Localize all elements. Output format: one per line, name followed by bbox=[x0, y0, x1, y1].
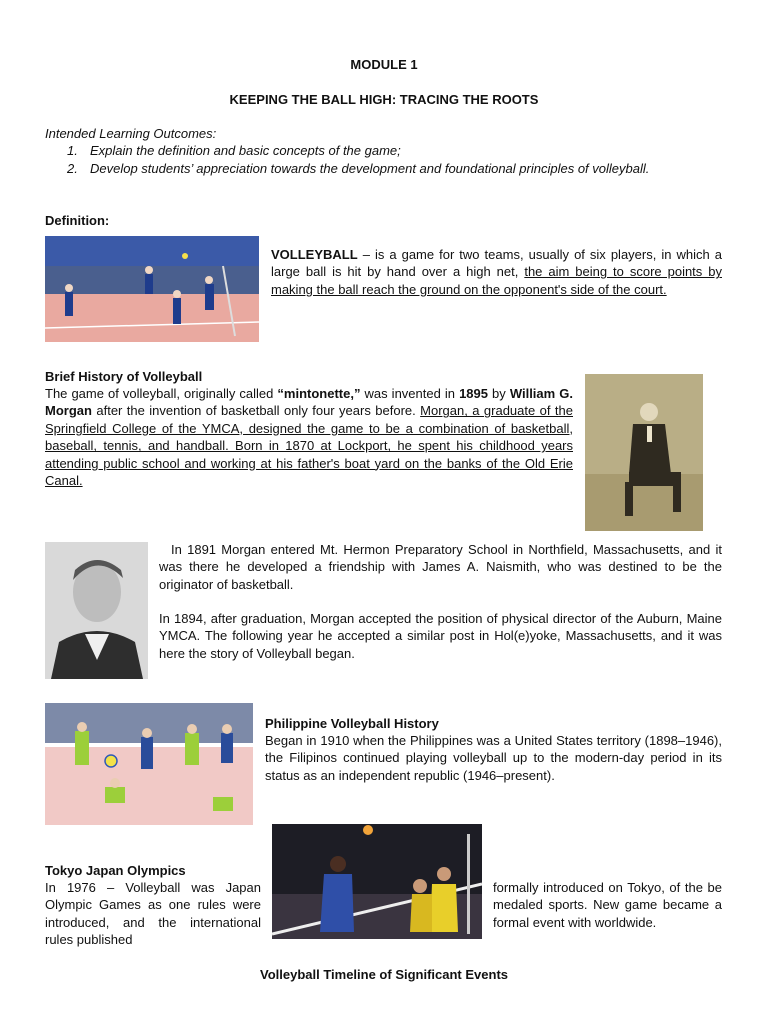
history-text bbox=[45, 385, 573, 489]
definition-dash: – bbox=[357, 247, 375, 262]
invention-year: 1895 bbox=[459, 386, 488, 401]
outcome-item-1 bbox=[45, 142, 725, 159]
definition-term: VOLLEYBALL bbox=[271, 247, 358, 262]
morgan-portrait-photo bbox=[45, 542, 148, 679]
tokyo-left-text: In 1976 – Volleyball was Japan Olympic Games as one rules were introduced, and the international rules published bbox=[45, 880, 261, 948]
outcome-number: 1. bbox=[67, 143, 78, 159]
outcome-text: Explain the definition and basic concepts of the game; bbox=[90, 143, 401, 159]
definition-underlined: the aim being to score points by making the ball reach the ground on the opponent's side of the court. bbox=[271, 264, 722, 297]
history-underlined: Morgan, a graduate of the Springfield College of the YMCA, designed the game to be a combination of basketball, baseball, tennis, and handball. Born in 1870 at Lockport, he spent his childhood years attending public school and working at his father's boat yard on the banks of the Old Erie Canal. bbox=[45, 403, 573, 489]
outcomes-heading: Intended Learning Outcomes: bbox=[45, 126, 217, 141]
morgan-paragraph-1: In 1891 Morgan entered Mt. Hermon Preparatory School in Northfield, Massachusetts, and it was there he developed a friendship with James A. Naismith, who was destined to be the originator of basketball. bbox=[159, 542, 722, 592]
tokyo-olympics-photo bbox=[272, 824, 482, 939]
definition-plain: is a game for two teams, usually of six players, in which a large ball is hit by hand over a high net, bbox=[271, 247, 722, 280]
module-title: MODULE 1 bbox=[350, 57, 418, 72]
module-subtitle: KEEPING THE BALL HIGH: TRACING THE ROOTS bbox=[229, 92, 539, 107]
inventor-name: William G. Morgan bbox=[45, 386, 573, 419]
philippine-heading: Philippine Volleyball History bbox=[265, 716, 439, 731]
history-heading: Brief History of Volleyball bbox=[45, 369, 203, 384]
philippine-volleyball-photo bbox=[45, 703, 253, 825]
outcome-number: 2. bbox=[67, 160, 78, 176]
timeline-heading: Volleyball Timeline of Significant Events bbox=[259, 967, 509, 982]
history-text-part: by bbox=[487, 386, 510, 401]
volleyball-match-photo bbox=[45, 236, 259, 342]
mintonette-term: “mintonette,” bbox=[277, 386, 361, 401]
definition-text bbox=[271, 246, 722, 298]
history-text-part: was invented in bbox=[360, 386, 460, 401]
outcome-text: Develop students’ appreciation towards the development and foundational principles of volleyball. bbox=[90, 160, 650, 176]
learning-outcomes bbox=[45, 125, 725, 177]
morgan-paragraph-2: In 1894, after graduation, Morgan accepted the position of physical director of the Auburn, Maine YMCA. The following year he accepted a similar post in Hol(e)yoke, Massachusetts, and it was here the story of Volleyball began. bbox=[159, 611, 722, 661]
morgan-seated-photo bbox=[585, 374, 703, 531]
history-text-part: after the invention of basketball only four years before. bbox=[91, 403, 421, 419]
definition-heading: Definition: bbox=[45, 213, 110, 228]
tokyo-right-text: formally introduced on Tokyo, of the be medaled sports. New game became a formal event with worldwide. bbox=[493, 880, 722, 930]
tokyo-heading: Tokyo Japan Olympics bbox=[45, 863, 186, 878]
history-text-part: The game of volleyball, originally called bbox=[45, 386, 278, 401]
philippine-text: Began in 1910 when the Philippines was a United States territory (1898–1946), the Filipinos continued playing volleyball up to the modern-day period in its status as an independent republic (1946–present). bbox=[265, 733, 722, 783]
outcome-item-2 bbox=[45, 160, 722, 177]
